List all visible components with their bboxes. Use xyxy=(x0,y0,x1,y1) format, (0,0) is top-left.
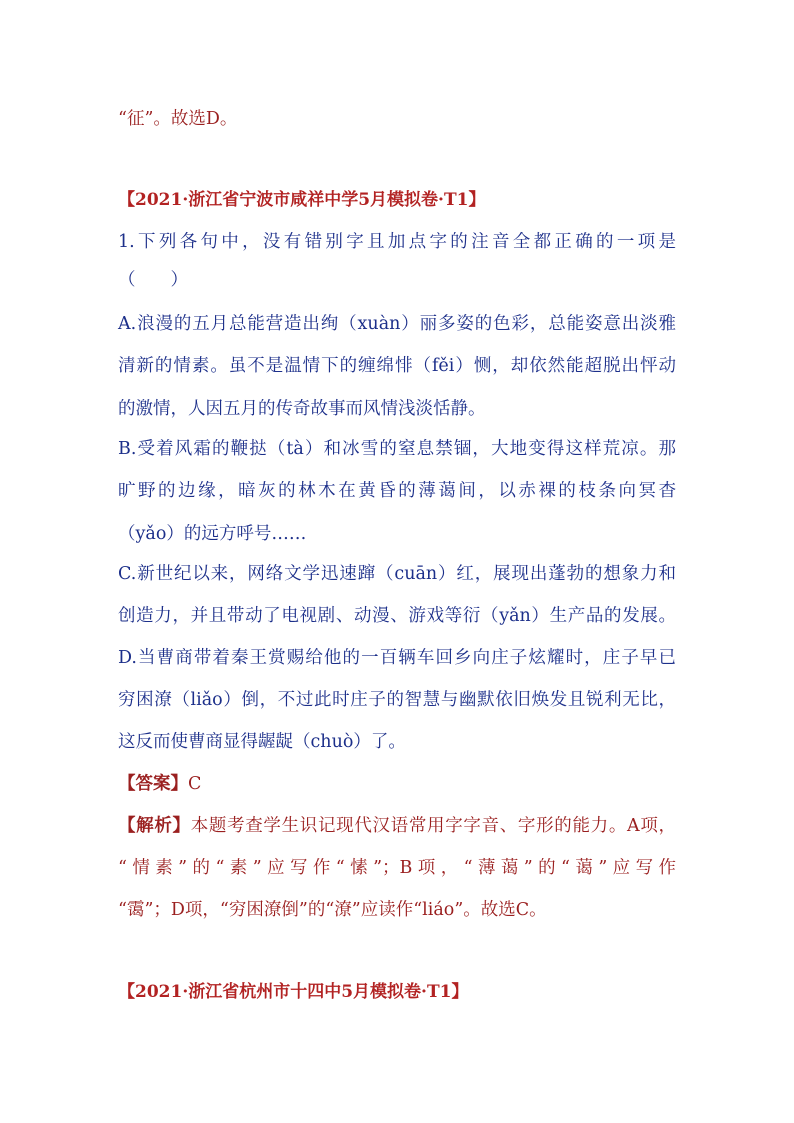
question-2-heading: 【2021·浙江省杭州市十四中5月模拟卷·T1】 xyxy=(118,982,469,1002)
option-d-line-1: D.当曹商带着秦王赏赐给他的一百辆车回乡向庄子炫耀时，庄子早已 xyxy=(118,648,676,668)
analysis-line-3: “霭”；D项，“穷困潦倒”的“潦”应读作“liáo”。故选C。 xyxy=(118,900,547,920)
question-1-stem: 1.下列各句中，没有错别字且加点字的注音全都正确的一项是 xyxy=(118,232,676,252)
option-b-line-2: 旷野的边缘，暗灰的林木在黄昏的薄蔼间，以赤裸的枝条向冥杳 xyxy=(118,481,676,501)
question-1-blank: （ ） xyxy=(118,270,188,290)
analysis-line-1 xyxy=(118,814,676,838)
option-c-line-1: C.新世纪以来，网络文学迅速蹿（cuān）红，展现出蓬勃的想象力和 xyxy=(118,564,676,584)
answer-value: C xyxy=(188,774,202,794)
option-b-line-3: （yǎo）的远方呼号…… xyxy=(118,524,307,544)
question-1-heading: 【2021·浙江省宁波市咸祥中学5月模拟卷·T1】 xyxy=(118,190,486,210)
option-d-line-2: 穷困潦（liǎo）倒，不过此时庄子的智慧与幽默依旧焕发且锐利无比， xyxy=(118,690,676,710)
answer-label: 【答案】 xyxy=(118,774,188,794)
option-a-line-3: 的激情，人因五月的传奇故事而风情浅淡恬静。 xyxy=(118,399,486,419)
analysis-label: 【解析】 xyxy=(118,816,191,836)
answer-row xyxy=(118,772,201,796)
option-a-line-2: 清新的情素。虽不是温情下的缠绵悱（fěi）恻，却依然能超脱出怦动 xyxy=(118,356,676,376)
option-b-line-1: B.受着风霜的鞭挞（tà）和冰雪的窒息禁锢，大地变得这样荒凉。那 xyxy=(118,439,676,459)
option-c-line-2: 创造力，并且带动了电视剧、动漫、游戏等衍（yǎn）生产品的发展。 xyxy=(118,606,676,626)
option-a-line-1: A.浪漫的五月总能营造出绚（xuàn）丽多姿的色彩，总能姿意出淡雅 xyxy=(118,314,676,334)
option-d-line-3: 这反而使曹商显得龌龊（chuò）了。 xyxy=(118,732,406,752)
previous-answer-tail: “征”。故选D。 xyxy=(118,109,238,129)
analysis-line-2: “情素”的“素”应写作“愫”；B项，“薄蔼”的“蔼”应写作 xyxy=(118,858,676,878)
analysis-text-1: 本题考查学生识记现代汉语常用字字音、字形的能力。A项， xyxy=(190,816,676,836)
